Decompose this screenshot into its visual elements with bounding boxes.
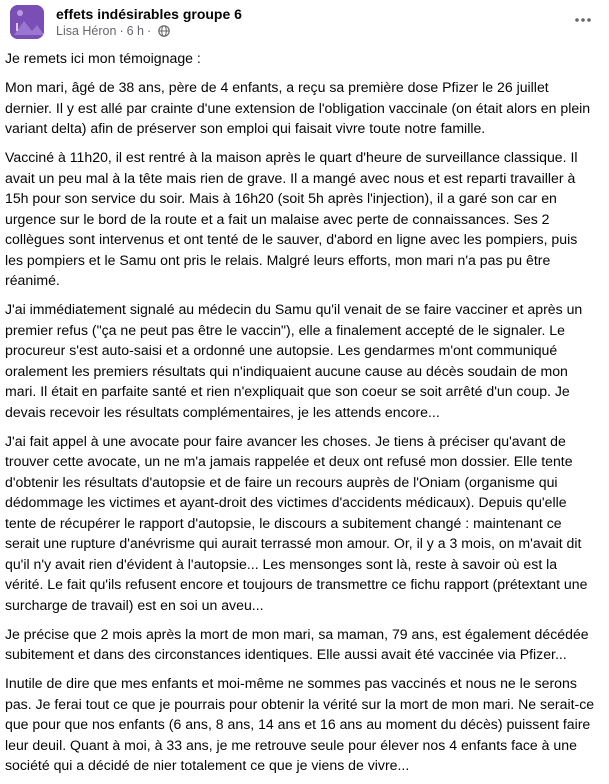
post-paragraph: Je remets ici mon témoignage : <box>5 50 201 66</box>
post-header <box>5 0 603 42</box>
post-paragraph: Vacciné à 11h20, il est rentré à la maison après le quart d'heure de surveillance classique. Il avait un peu mal à la tête mais rien de grave. Il a mangé avec nous et est reparti travailler à 15h pour son service du soir. Mais à 16h20 (soit 5h après l'injection), il a garé son car en urgence sur le bord de la route et a fait un malaise avec perte de connaissances. Ses 2 collègues sont intervenus et ont tenté de le sauver, d'abord en ligne avec les pompiers, puis les pompiers et le Samu ont pris le relais. Malgré leurs efforts, mon mari n'a pas pu être réanimé. <box>5 149 578 288</box>
more-options-icon[interactable] <box>573 10 593 30</box>
post-time[interactable]: 6 h <box>126 24 145 38</box>
post-paragraph: J'ai fait appel à une avocate pour faire avancer les choses. Je tiens à préciser qu'avant de trouver cette avocate, un ne m'a jamais rappelée et deux ont refusé mon dossier. Elle tente d'obtenir les résultats d'autopsie et de faire un recours auprès de l'Oniam (organisme qui dédommage les victimes et ayant-droit des victimes d'accidents médicaux). Depuis qu'elle tente de récupérer le rapport d'autopsie, le discours a subitement changé : maintenant ce serait une rupture d'anévrisme qui aurait terrassé mon amour. Or, il y a 3 mois, on m'avait dit qu'il n'y avait rien d'évident à l'autopsie... Les mensonges sont là, reste à savoir où est la vérité. Le fait qu'ils refusent encore et toujours de transmettre ce fichu rapport (prétextant une surcharge de travail) est en soi un aveu... <box>5 432 588 613</box>
group-name[interactable]: effets indésirables groupe 6 <box>56 6 242 22</box>
post-paragraph: Inutile de dire que mes enfants et moi-même ne sommes pas vaccinés et nous ne le serons pas. Je ferai tout ce que je pourrais pour obtenir la vérité sur la mort de mon mari. Ne serait-ce que pour que nos enfants (6 ans, 8 ans, 14 ans et 16 ans au moment du décès) puissent faire leur deuil. Quant à moi, à 33 ans, je me retrouve seule pour élever nos 4 enfants face à une société qui a décidé de nier totalement ce que je viens de vivre... <box>5 675 595 773</box>
post-paragraph: J'ai immédiatement signalé au médecin du Samu qu'il venait de se faire vacciner et après un premier refus ("ça ne peut pas être le vaccin"), elle a finalement accepté de le signaler. Le procureur s'est auto-saisi et a ordonné une autopsie. Les gendarmes m'ont communiqué oralement les premiers résultats qui n'indiquaient aucune cause au décès soudain de mon mari. Il était en parfaite santé et rien n'expliquait que son coeur se soit arrêté d'un coup. Je devais recevoir les résultats complémentaires, je les attends encore... <box>5 301 583 420</box>
post-body <box>5 48 599 784</box>
meta-separator: · <box>119 24 124 38</box>
group-avatar-icon[interactable] <box>10 5 44 39</box>
globe-icon <box>158 25 170 37</box>
post-meta <box>56 24 170 38</box>
author-name[interactable]: Lisa Héron <box>56 24 117 38</box>
post-paragraph: Mon mari, âgé de 38 ans, père de 4 enfants, a reçu sa première dose Pfizer le 26 juillet dernier. Il y est allé par crainte d'une extension de l'obligation vaccinale (on était alors en plein variant delta) afin de préserver son emploi qui faisait vivre toute notre famille. <box>5 79 591 136</box>
post-paragraph: Je précise que 2 mois après la mort de mon mari, sa maman, 79 ans, est également décédée subitement et dans des circonstances identiques. Elle aussi avait été vaccinée via Pfizer... <box>5 625 589 662</box>
meta-separator-2: · <box>147 24 152 38</box>
